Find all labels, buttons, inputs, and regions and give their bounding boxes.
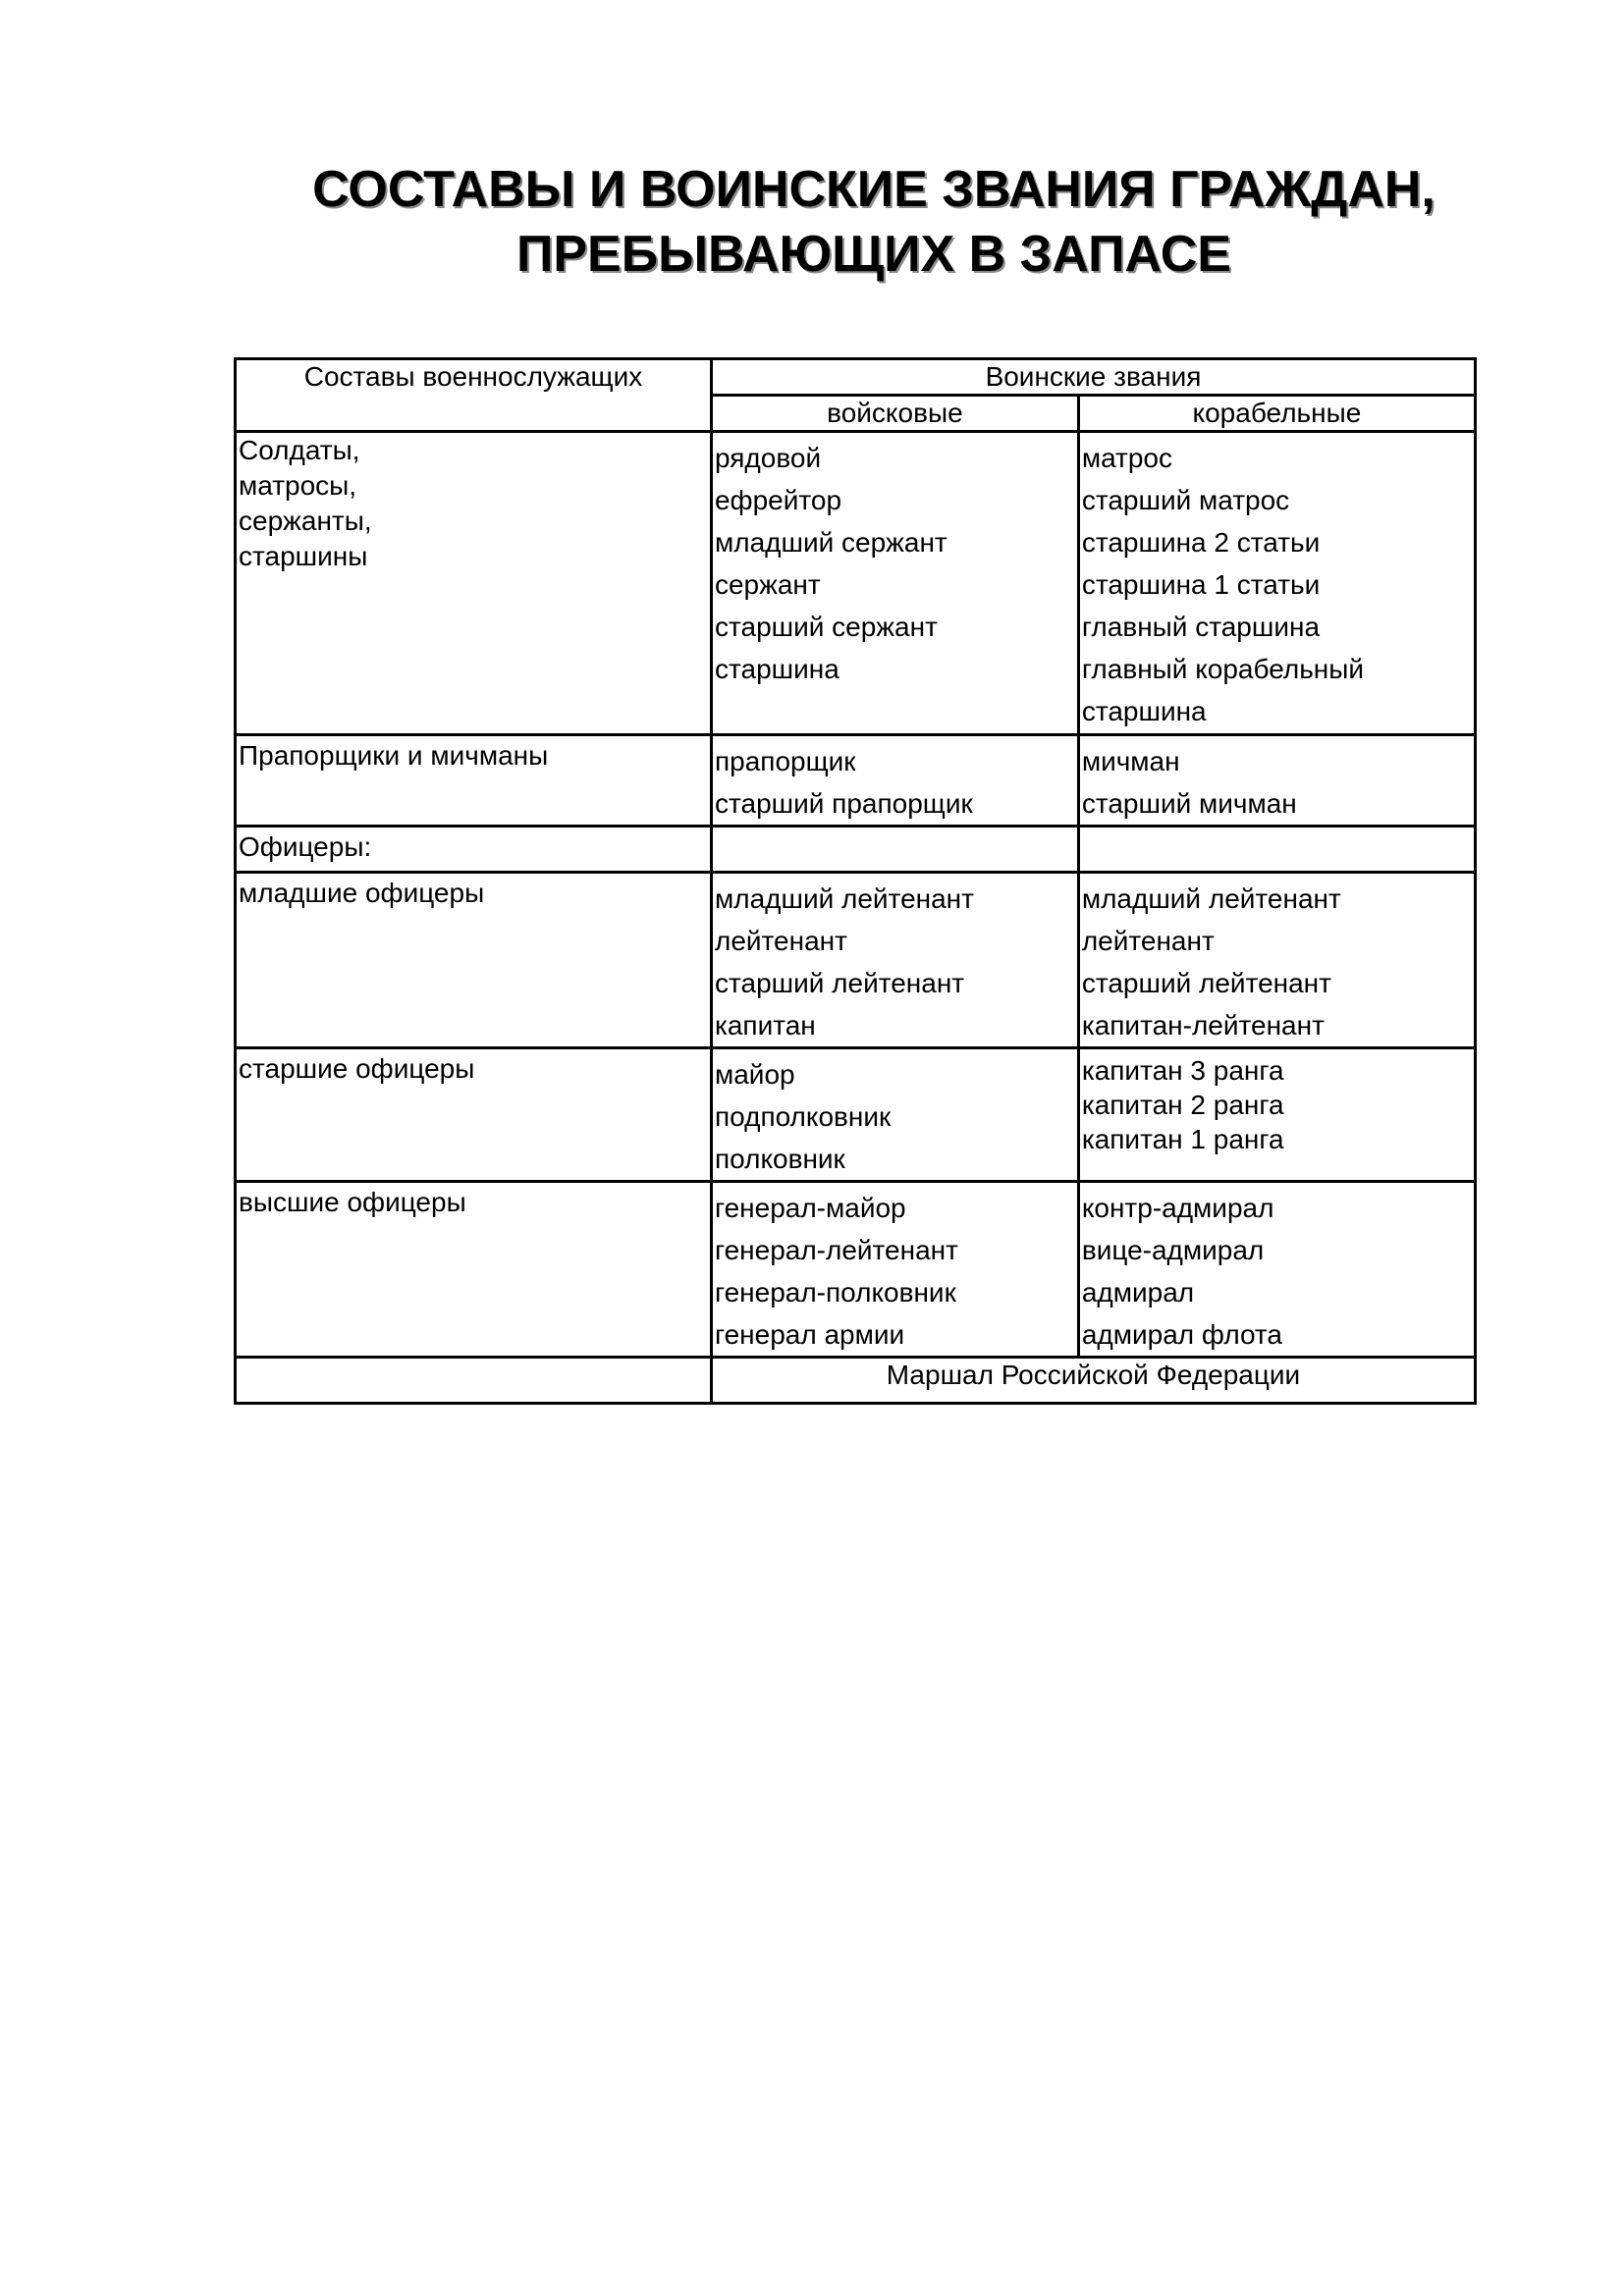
- header-ranks: Воинские звания: [711, 359, 1475, 396]
- table-row-soldiers: [236, 432, 1476, 735]
- rank-item: мичман: [1081, 746, 1180, 776]
- rank-item: старшина: [714, 654, 839, 684]
- table-row-officers: [236, 827, 1476, 873]
- header-composition: Составы военнослужащих: [236, 359, 712, 432]
- rank-item: старший прапорщик: [714, 788, 973, 819]
- table-row-marshal: [236, 1358, 1476, 1404]
- rank-item: старшина: [1081, 696, 1207, 726]
- page-title: [236, 157, 1512, 287]
- marshal-rank: Маршал Российской Федерации: [711, 1358, 1475, 1404]
- header-naval: корабельные: [1078, 396, 1475, 432]
- rank-item: младший сержант: [714, 527, 947, 558]
- rank-item: ефрейтор: [714, 485, 842, 515]
- rank-item: адмирал флота: [1081, 1319, 1283, 1350]
- rank-item: полковник: [714, 1144, 845, 1174]
- composition-label: старшины: [239, 541, 368, 571]
- rank-item: лейтенант: [714, 926, 847, 956]
- composition-label: Прапорщики и мичманы: [236, 735, 712, 827]
- rank-item: матрос: [1081, 443, 1173, 473]
- rank-item: генерал-полковник: [714, 1277, 956, 1308]
- composition-label: высшие офицеры: [236, 1182, 712, 1358]
- rank-item: главный корабельный: [1081, 654, 1365, 684]
- rank-item: рядовой: [714, 443, 822, 473]
- military-ranks-cell: [711, 1182, 1078, 1358]
- title-line: СОСТАВЫ И ВОИНСКИЕ ЗВАНИЯ ГРАЖДАН,: [312, 161, 1435, 218]
- rank-item: генерал-майор: [714, 1193, 906, 1223]
- rank-item: капитан 2 ранга: [1081, 1090, 1284, 1120]
- rank-item: генерал-лейтенант: [714, 1235, 958, 1265]
- header-military: войсковые: [711, 396, 1078, 432]
- empty-cell: [711, 827, 1078, 873]
- ranks-table: [234, 357, 1477, 1405]
- military-ranks-cell: [711, 735, 1078, 827]
- military-ranks-cell: [711, 873, 1078, 1048]
- rank-item: вице-адмирал: [1081, 1235, 1265, 1265]
- composition-label: Солдаты,: [239, 435, 360, 465]
- table-row-junior-officers: [236, 873, 1476, 1048]
- rank-item: главный старшина: [1081, 612, 1321, 642]
- table-row-higher-officers: [236, 1182, 1476, 1358]
- table-header-row: [236, 359, 1476, 396]
- rank-item: контр-адмирал: [1081, 1193, 1274, 1223]
- rank-item: лейтенант: [1081, 926, 1215, 956]
- military-ranks-cell: [711, 1048, 1078, 1182]
- naval-ranks-cell: [1078, 1182, 1475, 1358]
- table-row-warrant: [236, 735, 1476, 827]
- rank-item: капитан-лейтенант: [1081, 1010, 1325, 1041]
- rank-item: капитан: [714, 1010, 816, 1041]
- naval-ranks-cell: [1078, 432, 1475, 735]
- rank-item: старший сержант: [714, 612, 938, 642]
- rank-item: старший мичман: [1081, 788, 1297, 819]
- composition-label: младшие офицеры: [236, 873, 712, 1048]
- rank-item: младший лейтенант: [714, 883, 974, 914]
- rank-item: старшина 2 статьи: [1081, 527, 1321, 558]
- rank-item: сержант: [714, 569, 821, 600]
- composition-label: сержанты,: [239, 506, 372, 536]
- composition-cell: [236, 432, 712, 735]
- naval-ranks-cell: [1078, 1048, 1475, 1182]
- composition-label: Офицеры:: [236, 827, 712, 873]
- rank-item: старший матрос: [1081, 485, 1290, 515]
- rank-item: младший лейтенант: [1081, 883, 1341, 914]
- rank-item: майор: [714, 1059, 795, 1090]
- rank-item: старший лейтенант: [1081, 968, 1331, 998]
- rank-item: капитан 1 ранга: [1081, 1124, 1284, 1154]
- title-line: ПРЕБЫВАЮЩИХ В ЗАПАСЕ: [516, 226, 1231, 283]
- empty-cell: [1078, 827, 1475, 873]
- composition-label: старшие офицеры: [236, 1048, 712, 1182]
- rank-item: капитан 3 ранга: [1081, 1055, 1284, 1086]
- rank-item: прапорщик: [714, 746, 856, 776]
- naval-ranks-cell: [1078, 735, 1475, 827]
- rank-item: старший лейтенант: [714, 968, 965, 998]
- table-row-senior-officers: [236, 1048, 1476, 1182]
- military-ranks-cell: [711, 432, 1078, 735]
- rank-item: адмирал: [1081, 1277, 1195, 1308]
- naval-ranks-cell: [1078, 873, 1475, 1048]
- rank-item: старшина 1 статьи: [1081, 569, 1321, 600]
- composition-label: матросы,: [239, 470, 357, 501]
- rank-item: генерал армии: [714, 1319, 905, 1350]
- rank-item: подполковник: [714, 1101, 892, 1132]
- empty-cell: [236, 1358, 712, 1404]
